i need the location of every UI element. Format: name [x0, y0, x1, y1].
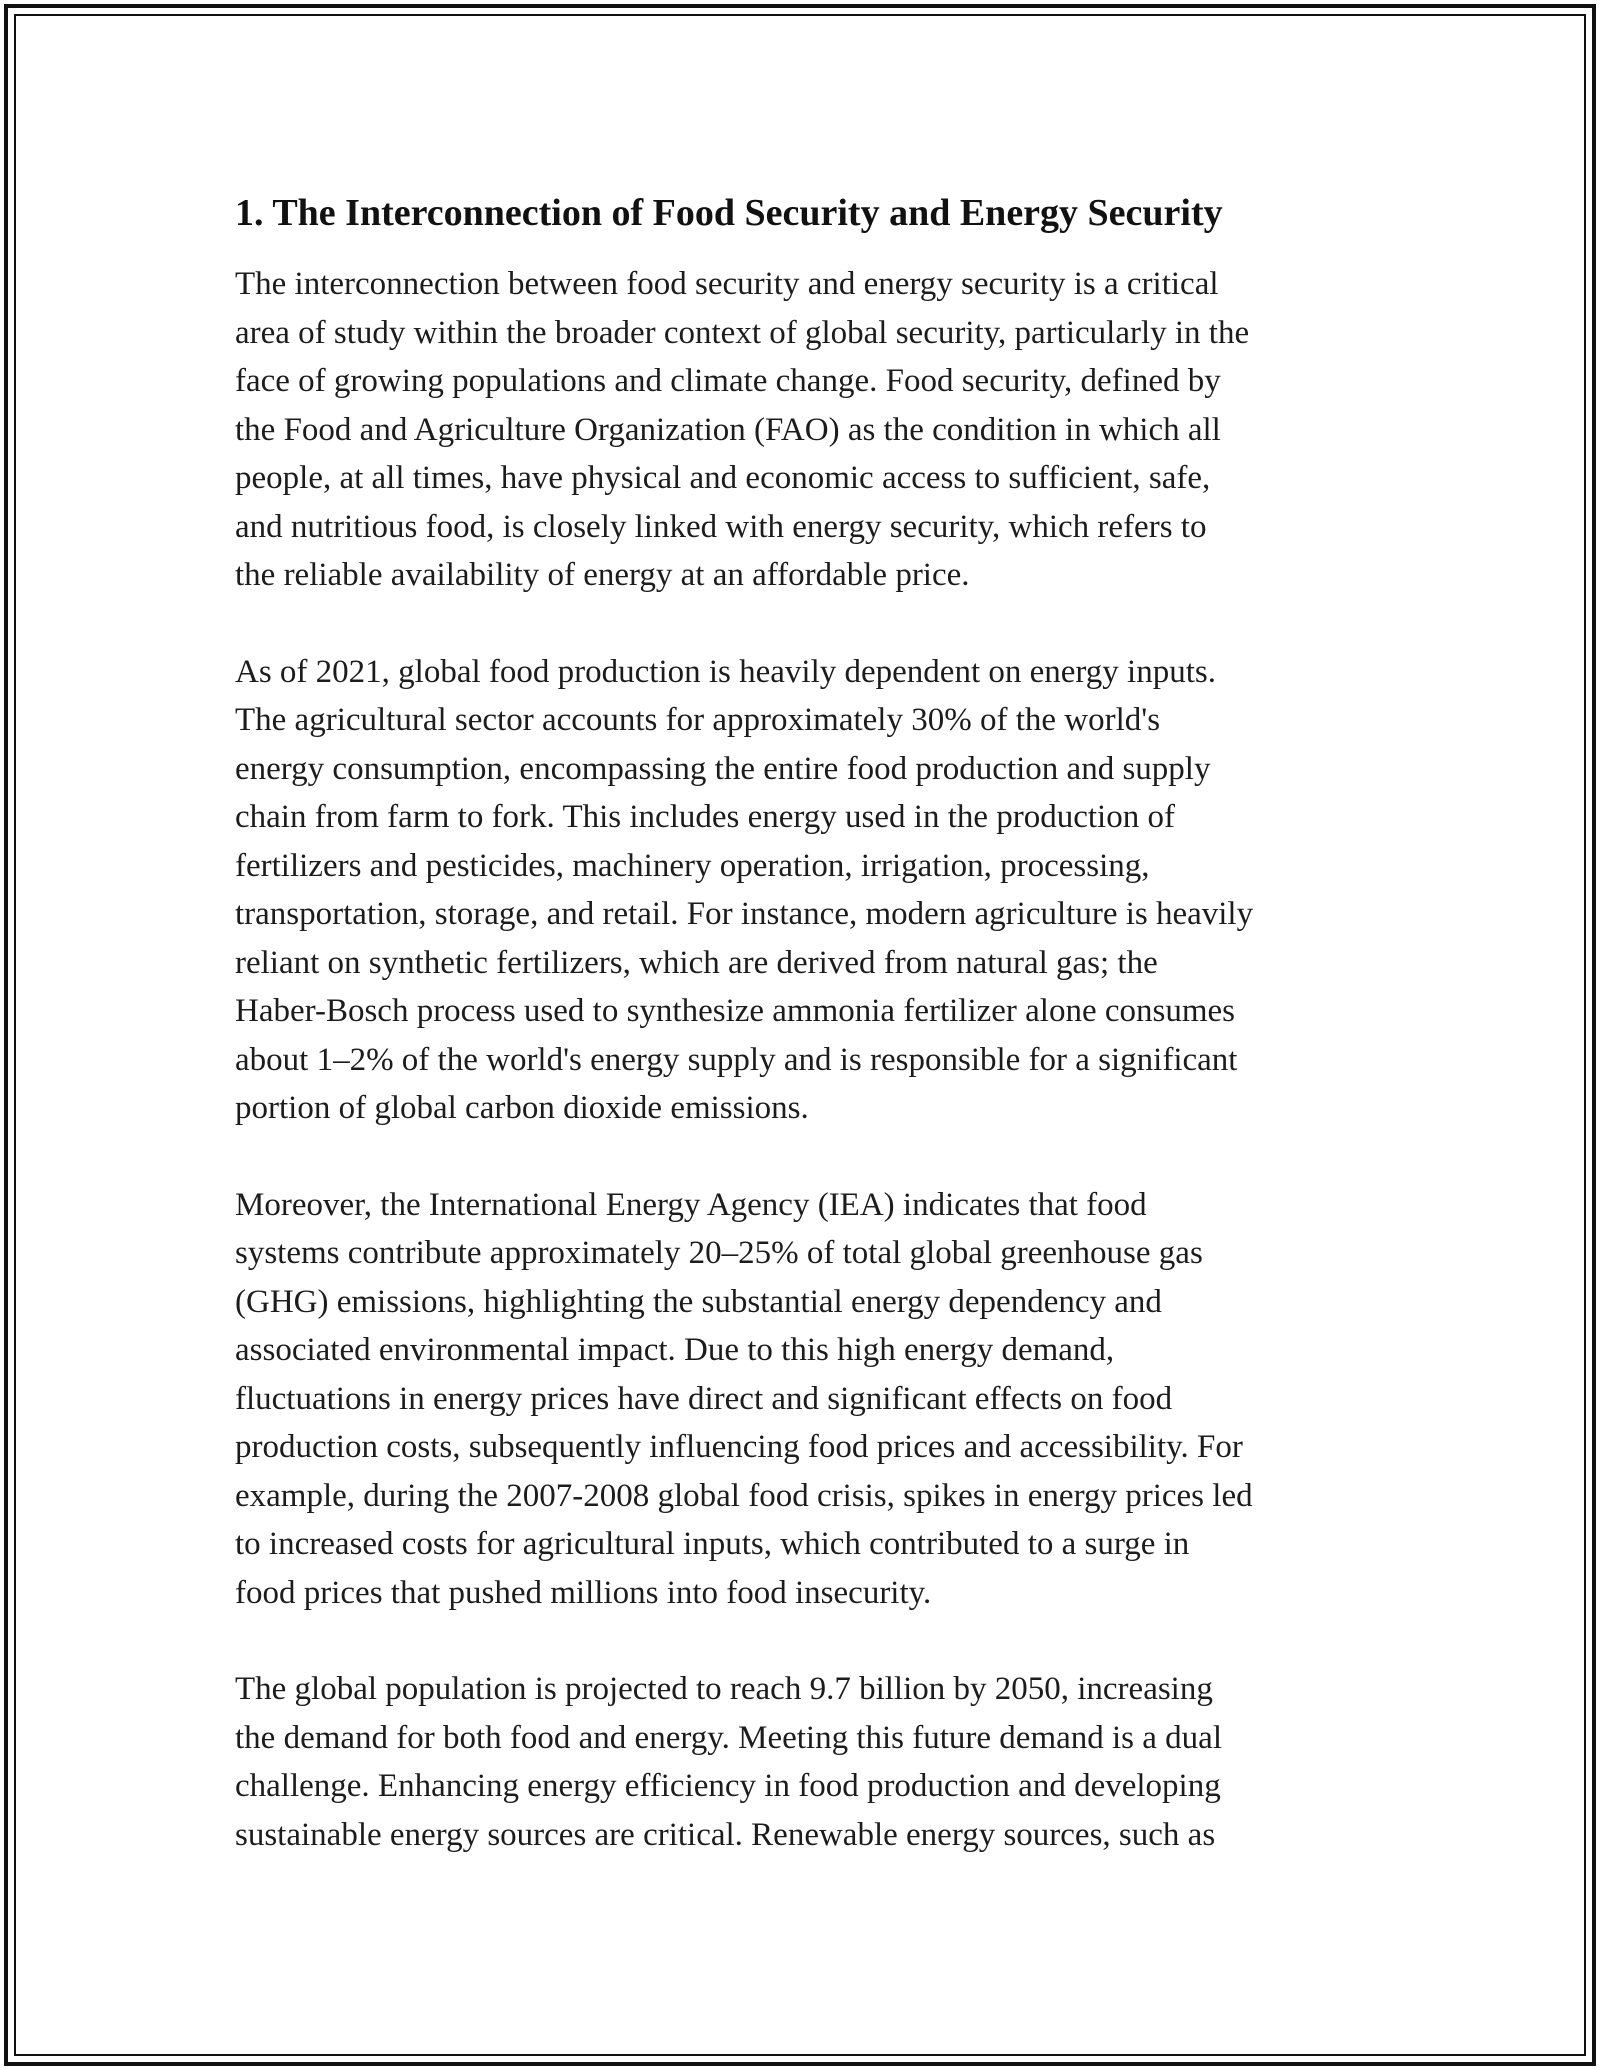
text-line: portion of global carbon dioxide emissions.: [235, 1090, 809, 1126]
text-line: fertilizers and pesticides, machinery operation, irrigation, processing,: [235, 847, 1150, 884]
text-line: people, at all times, have physical and economic access to sufficient, safe,: [235, 460, 1211, 496]
paragraph-4: [235, 1665, 1380, 1859]
text-line: energy consumption, encompassing the entire food production and supply: [235, 750, 1211, 787]
text-line: Haber-Bosch process used to synthesize ammonia fertilizer alone consumes: [235, 993, 1236, 1029]
text-line: reliant on synthetic fertilizers, which are derived from natural gas; the: [235, 944, 1158, 981]
text-line: Moreover, the International Energy Agency (IEA) indicates that food: [235, 1186, 1147, 1223]
paragraph-1: [235, 260, 1380, 600]
section-heading: 1. The Interconnection of Food Security and Energy Security: [235, 192, 1223, 234]
text-line: The interconnection between food security and energy security is a critical: [235, 266, 1219, 302]
text-line: production costs, subsequently influencing food prices and accessibility. For: [235, 1429, 1243, 1465]
text-line: As of 2021, global food production is heavily dependent on energy inputs.: [235, 653, 1216, 690]
text-line: about 1–2% of the world's energy supply and is responsible for a significant: [235, 1041, 1238, 1078]
text-line: example, during the 2007-2008 global food crisis, spikes in energy prices led: [235, 1477, 1253, 1514]
text-line: the Food and Agriculture Organization (FAO) as the condition in which all: [235, 411, 1221, 448]
text-line: challenge. Enhancing energy efficiency in food production and developing: [235, 1768, 1221, 1804]
text-line: associated environmental impact. Due to this high energy demand,: [235, 1332, 1115, 1368]
text-line: face of growing populations and climate change. Food security, defined by: [235, 363, 1221, 399]
text-line: and nutritious food, is closely linked with energy security, which refers to: [235, 508, 1207, 545]
text-line: systems contribute approximately 20–25% of total global greenhouse gas: [235, 1235, 1203, 1271]
text-line: the demand for both food and energy. Meeting this future demand is a dual: [235, 1719, 1222, 1756]
text-line: sustainable energy sources are critical. Renewable energy sources, such as: [235, 1816, 1216, 1853]
text-line: area of study within the broader context of global security, particularly in the: [235, 314, 1250, 351]
document-body: [235, 188, 1380, 1907]
text-line: fluctuations in energy prices have direct and significant effects on food: [235, 1380, 1173, 1417]
paragraph-3: [235, 1181, 1380, 1618]
text-line: the reliable availability of energy at an affordable price.: [235, 557, 970, 593]
text-line: chain from farm to fork. This includes energy used in the production of: [235, 799, 1175, 835]
text-line: (GHG) emissions, highlighting the substantial energy dependency and: [235, 1283, 1162, 1320]
text-line: to increased costs for agricultural inputs, which contributed to a surge in: [235, 1526, 1190, 1562]
text-line: transportation, storage, and retail. For instance, modern agriculture is heavily: [235, 896, 1254, 932]
text-line: The agricultural sector accounts for approximately 30% of the world's: [235, 702, 1161, 738]
paragraph-2: [235, 648, 1380, 1133]
text-line: The global population is projected to reach 9.7 billion by 2050, increasing: [235, 1671, 1213, 1707]
text-line: food prices that pushed millions into food insecurity.: [235, 1574, 932, 1611]
